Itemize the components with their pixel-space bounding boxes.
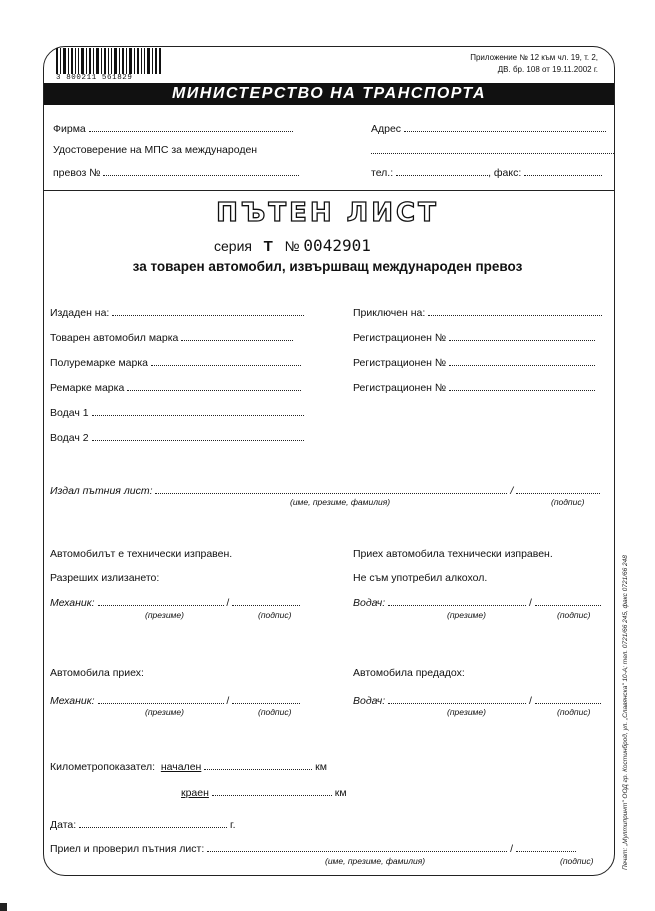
driver-name-field[interactable] <box>388 596 526 606</box>
firm-field[interactable] <box>89 122 293 132</box>
handover-driver-label: Водач: <box>353 695 386 707</box>
handover-mechanic-row: Механик: / <box>50 694 300 707</box>
no-alcohol-text: Не съм употребил алкохол. <box>353 572 488 584</box>
phone-field[interactable] <box>396 166 488 176</box>
series-row <box>214 236 371 255</box>
barcode <box>56 48 162 74</box>
firm-label: Фирма <box>53 123 86 135</box>
document-title: ПЪТЕН ЛИСТ <box>216 198 439 228</box>
issuer-signature-caption: (подпис) <box>551 497 585 507</box>
reg2-field[interactable] <box>449 356 595 366</box>
year-suffix: г. <box>230 819 236 831</box>
checked-label: Приел и проверил пътния лист: <box>50 843 205 855</box>
corner-mark <box>0 903 7 911</box>
driver2-field[interactable] <box>92 431 304 441</box>
date-row <box>50 818 235 831</box>
issued-by-label: Издал пътния лист: <box>50 485 153 497</box>
driver1-row <box>50 406 304 419</box>
ministry-banner: МИНИСТЕРСТВО НА ТРАНСПОРТА <box>44 83 614 105</box>
reg1-row <box>353 331 595 344</box>
date-label: Дата: <box>50 819 77 831</box>
odometer-start-field[interactable] <box>204 760 312 770</box>
received-text: Автомобила приех: <box>50 667 144 679</box>
checked-signature-field[interactable] <box>516 842 576 852</box>
closed-field[interactable] <box>428 306 602 316</box>
phone-label: тел.: <box>371 167 394 179</box>
accepted-ok-text: Приех автомобила технически изправен. <box>353 548 553 560</box>
date-field[interactable] <box>79 818 227 828</box>
truck-label: Товарен автомобил марка <box>50 332 179 344</box>
reg1-label: Регистрационен № <box>353 332 447 344</box>
transport-row <box>53 166 299 179</box>
handover-mechanic-signature-field[interactable] <box>232 694 300 704</box>
mechanic-name-field[interactable] <box>98 596 224 606</box>
phone-fax-row: тел.: , факс: <box>371 166 602 179</box>
address-field[interactable] <box>404 122 606 132</box>
trailer-label: Ремарке марка <box>50 382 125 394</box>
fax-field[interactable] <box>524 166 602 176</box>
issued-row <box>50 306 304 319</box>
address-line-2 <box>371 144 614 157</box>
series-value: Т <box>263 238 273 255</box>
reg3-row <box>353 381 595 394</box>
handover-driver-row: Водач: / <box>353 694 601 707</box>
handover-mechanic-label: Механик: <box>50 695 95 707</box>
checked-signature-caption: (подпис) <box>560 856 594 866</box>
semitrailer-row <box>50 356 301 369</box>
driver-surname-caption: (презиме) <box>447 610 486 620</box>
reg1-field[interactable] <box>449 331 595 341</box>
driver-signature-caption: (подпис) <box>557 610 591 620</box>
handover-mechanic-surname-caption: (презиме) <box>145 707 184 717</box>
odometer-end-unit: км <box>334 787 347 799</box>
reg3-label: Регистрационен № <box>353 382 447 394</box>
firm-row <box>53 122 293 135</box>
truck-row <box>50 331 293 344</box>
issuer-names-caption: (име, презиме, фамилия) <box>290 497 391 507</box>
number-sign: № <box>284 238 300 254</box>
transport-number-field[interactable] <box>103 166 299 176</box>
handover-driver-signature-caption: (подпис) <box>557 707 591 717</box>
handover-driver-signature-field[interactable] <box>535 694 601 704</box>
trailer-row <box>50 381 301 394</box>
odometer-start-unit: км <box>315 761 327 773</box>
address-label: Адрес <box>371 123 402 135</box>
handover-mechanic-signature-caption: (подпис) <box>258 707 292 717</box>
appendix-line-2: ДВ. бр. 108 от 19.11.2002 г. <box>497 65 598 74</box>
header-divider <box>44 190 614 191</box>
certificate-label: Удостоверение на МПС за международен <box>53 144 258 156</box>
handed-text: Автомобила предадох: <box>353 667 465 679</box>
barcode-digits: 3 800211 561829 <box>56 74 133 82</box>
checked-names-caption: (име, презиме, фамилия) <box>325 856 426 866</box>
reg2-row <box>353 356 595 369</box>
mechanic-sign-row: Механик: / <box>50 596 300 609</box>
printer-imprint: Печат: „Мултипринт" ООД гр. Костинброд, ул. „Славянска" 10-А; тел. 0721/66 245, факс 0721/66 248 <box>622 555 629 870</box>
mechanic-signature-caption: (подпис) <box>258 610 292 620</box>
issued-field[interactable] <box>112 306 304 316</box>
address-field-2[interactable] <box>371 144 614 154</box>
exit-allowed-text: Разреших излизането: <box>50 572 160 584</box>
handover-driver-name-field[interactable] <box>388 694 526 704</box>
reg2-label: Регистрационен № <box>353 357 447 369</box>
driver2-row <box>50 431 304 444</box>
odometer-end-field[interactable] <box>212 786 332 796</box>
closed-label: Приключен на: <box>353 307 426 319</box>
issued-by-signature-field[interactable] <box>516 484 600 494</box>
odometer-end-row <box>181 786 347 799</box>
handover-driver-surname-caption: (презиме) <box>447 707 486 717</box>
odometer-start-label: начален <box>160 761 202 773</box>
appendix-line-1: Приложение № 12 към чл. 19, т. 2, <box>470 53 598 62</box>
driver2-label: Водач 2 <box>50 432 89 444</box>
mechanic-surname-caption: (презиме) <box>145 610 184 620</box>
mechanic-signature-field[interactable] <box>232 596 300 606</box>
checked-name-field[interactable] <box>207 842 507 852</box>
address-row <box>371 122 606 135</box>
transport-label: превоз № <box>53 167 101 179</box>
driver1-label: Водач 1 <box>50 407 89 419</box>
document-subtitle: за товарен автомобил, извършващ международен превоз <box>132 259 523 274</box>
mechanic-label: Механик: <box>50 597 95 609</box>
reg3-field[interactable] <box>449 381 595 391</box>
issued-label: Издаден на: <box>50 307 110 319</box>
trailer-field[interactable] <box>127 381 301 391</box>
truck-field[interactable] <box>181 331 293 341</box>
issued-by-row: Издал пътния лист: / <box>50 484 600 497</box>
checked-row: Приел и проверил пътния лист: / <box>50 842 576 855</box>
driver-label: Водач: <box>353 597 386 609</box>
driver-sign-row: Водач: / <box>353 596 601 609</box>
odometer-label: Километропоказател: <box>50 761 155 773</box>
odometer-end-label: краен <box>181 787 209 799</box>
issued-by-name-field[interactable] <box>155 484 507 494</box>
handover-mechanic-name-field[interactable] <box>98 694 224 704</box>
semitrailer-field[interactable] <box>151 356 301 366</box>
tech-ok-text: Автомобилът е технически изправен. <box>50 548 233 560</box>
odometer-start-row <box>50 760 327 773</box>
document-number: 0042901 <box>303 236 371 255</box>
fax-label: факс: <box>493 167 522 179</box>
driver1-field[interactable] <box>92 406 304 416</box>
semitrailer-label: Полуремарке марка <box>50 357 149 369</box>
closed-row <box>353 306 602 319</box>
driver-signature-field[interactable] <box>535 596 601 606</box>
series-label: серия <box>214 238 252 254</box>
